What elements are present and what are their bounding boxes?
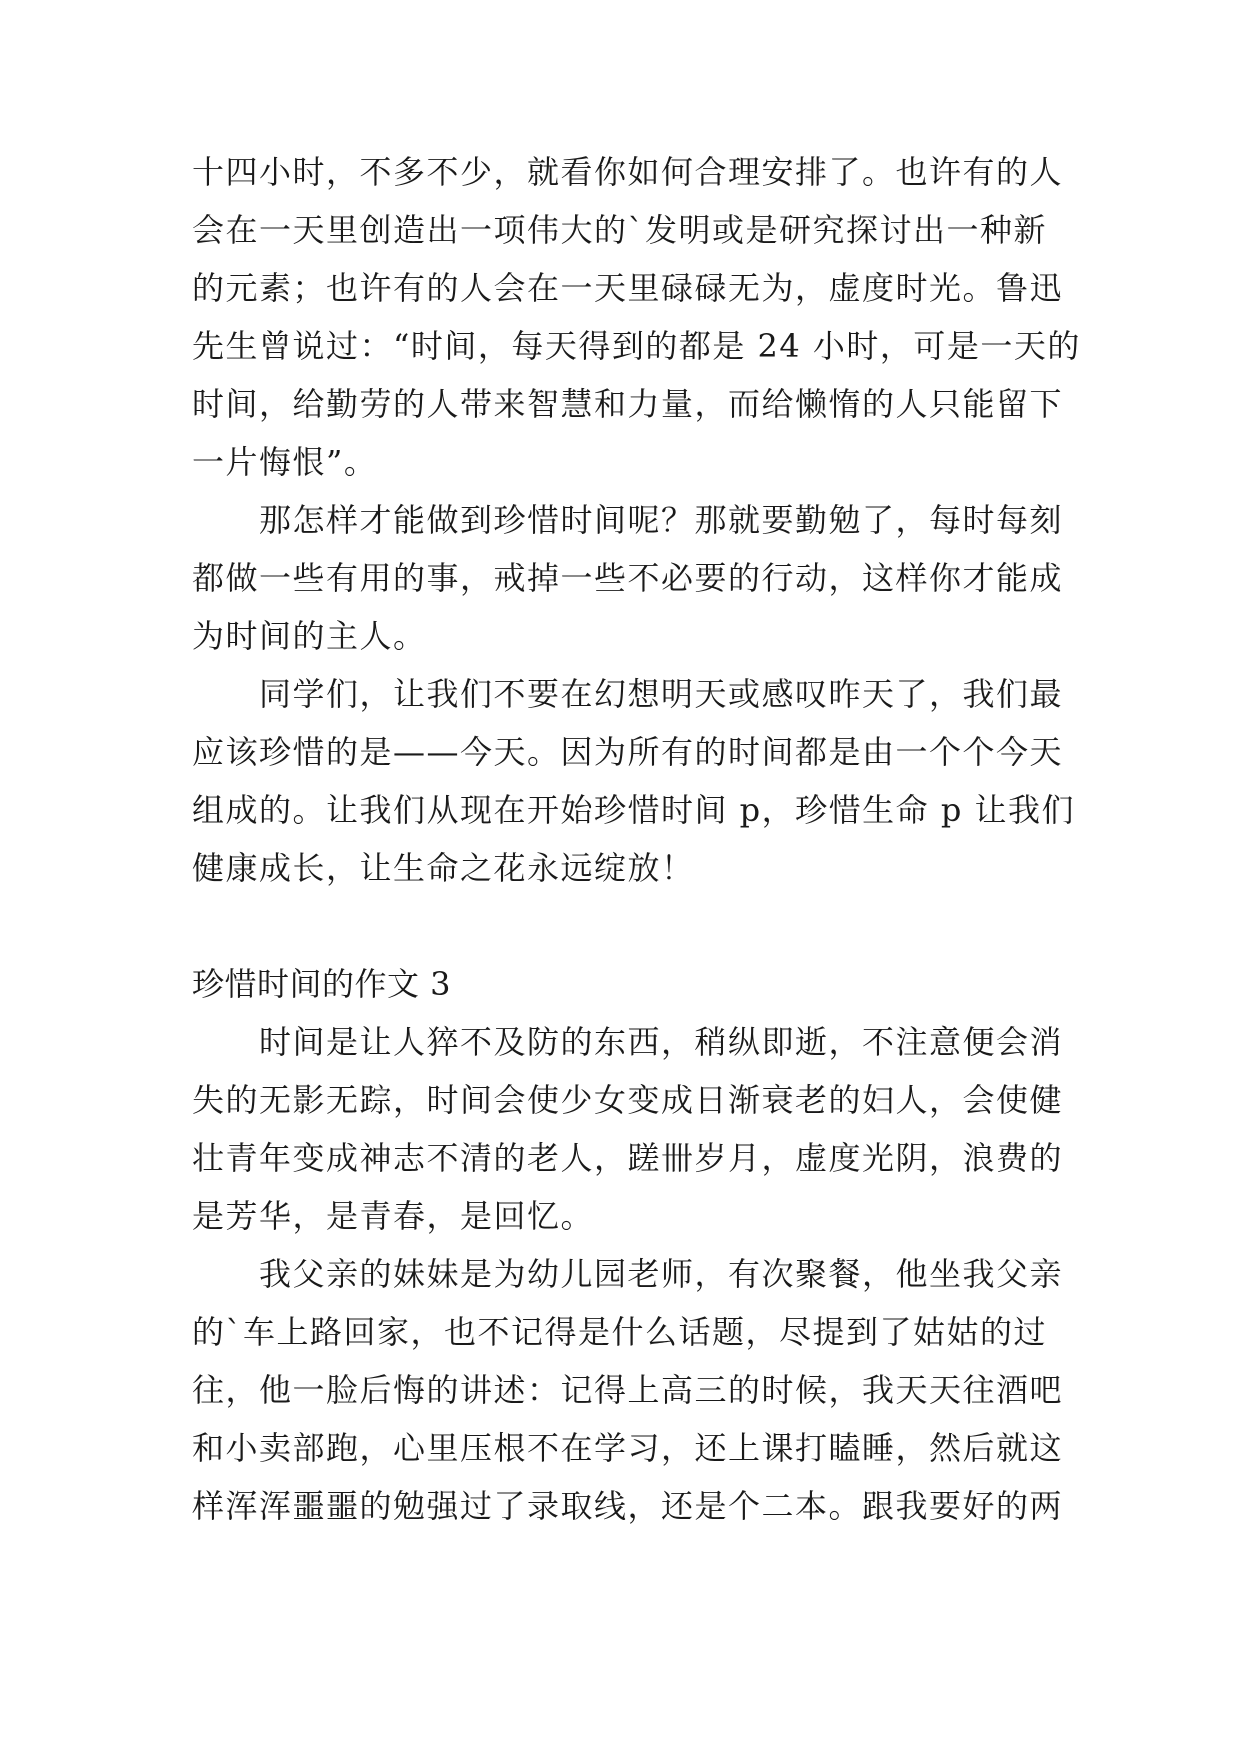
text-line: 和小卖部跑，心里压根不在学习，还上课打瞌睡，然后就这 — [192, 1429, 1064, 1467]
text-line: 一片悔恨”。 — [192, 443, 378, 481]
text-line: 先生曾说过：“时间，每天得到的都是 24 小时，可是一天的 — [192, 327, 1081, 365]
text-line: 时间是让人猝不及防的东西，稍纵即逝，不注意便会消 — [192, 1023, 1064, 1061]
text-line: 都做一些有用的事，戒掉一些不必要的行动，这样你才能成 — [192, 559, 1064, 597]
text-line: 同学们，让我们不要在幻想明天或感叹昨天了，我们最 — [192, 675, 1064, 713]
text-line: 我父亲的妹妹是为幼儿园老师，有次聚餐，他坐我父亲 — [192, 1255, 1064, 1293]
text-line: 的元素；也许有的人会在一天里碌碌无为，虚度时光。鲁迅 — [192, 269, 1064, 307]
text-line: 健康成长，让生命之花永远绽放！ — [192, 849, 695, 887]
text-line: 那怎样才能做到珍惜时间呢？那就要勤勉了，每时每刻 — [192, 501, 1064, 539]
text-line: 为时间的主人。 — [192, 617, 427, 655]
text-line: 时间，给勤劳的人带来智慧和力量，而给懒惰的人只能留下 — [192, 385, 1064, 423]
text-line: 往，他一脸后悔的讲述：记得上高三的时候，我天天往酒吧 — [192, 1371, 1064, 1409]
text-line: 样浑浑噩噩的勉强过了录取线，还是个二本。跟我要好的两 — [192, 1487, 1064, 1525]
text-line: 组成的。让我们从现在开始珍惜时间 p，珍惜生命 p 让我们 — [192, 791, 1075, 829]
section-heading: 珍惜时间的作文 3 — [192, 965, 452, 1003]
text-line: 会在一天里创造出一项伟大的`发明或是研究探讨出一种新 — [192, 211, 1048, 249]
text-line: 应该珍惜的是——今天。因为所有的时间都是由一个个今天 — [192, 733, 1064, 771]
text-line: 壮青年变成神志不清的老人，蹉卌岁月，虚度光阴，浪费的 — [192, 1139, 1064, 1177]
text-line: 是芳华，是青春，是回忆。 — [192, 1197, 595, 1235]
text-line: 的`车上路回家，也不记得是什么话题，尽提到了姑姑的过 — [192, 1313, 1048, 1351]
text-line: 失的无影无踪，时间会使少女变成日渐衰老的妇人，会使健 — [192, 1081, 1064, 1119]
text-line: 十四小时，不多不少，就看你如何合理安排了。也许有的人 — [192, 153, 1064, 191]
